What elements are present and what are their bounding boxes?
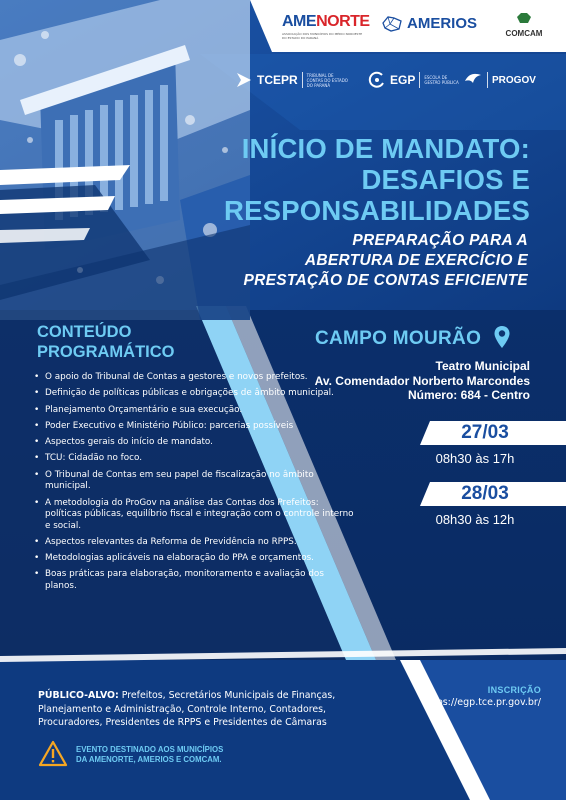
topic-item (24, 453, 354, 465)
amenorte-name-part2: NORTE (316, 13, 370, 30)
event-note (76, 745, 276, 765)
topic-text: Planejamento Orçamentário e sua execução. (45, 404, 243, 415)
topic-item (24, 470, 354, 493)
audience-text: Prefeitos, Secretários Municipais de Finanças, Planejamento e Administração, Controle Interno, Contadores, Procuradores, Presidentes de RPPS e Presidentes de Câmaras (38, 690, 336, 728)
progov-name: PROGOV (492, 74, 536, 86)
bullet-icon: • (34, 497, 40, 508)
tcepr-name: TCEPR (257, 73, 298, 87)
venue-name: Teatro Municipal (435, 359, 530, 373)
amenorte-subtitle: ASSOCIAÇÃO DOS MUNICÍPIOS DO MÉDIO NOROESTE DO ESTADO DO PARANÁ (282, 32, 363, 40)
venue-number: Número: 684 - Centro (407, 388, 530, 402)
program-title (37, 322, 237, 362)
topic-text: Metodologias aplicáveis na elaboração do PPA e orçamentos. (45, 553, 314, 564)
program-title-line-1: CONTEÚDO (37, 323, 132, 341)
progov-separator (487, 72, 488, 88)
subtitle (188, 231, 528, 291)
registration-label: INSCRIÇÃO (487, 685, 541, 695)
topic-list (24, 372, 354, 597)
subtitle-line-3: PRESTAÇÃO DE CONTAS EFICIENTE (243, 272, 528, 289)
main-title-line-2: DESAFIOS E (361, 164, 530, 195)
date-2: 28/03 (461, 483, 509, 504)
topic-text: Aspectos relevantes da Reforma de Previdência no RPPS. (45, 536, 297, 547)
warning-icon (38, 740, 68, 768)
topic-text: Poder Executivo e Ministério Público: parcerias possíveis (45, 420, 294, 431)
tcepr-logo (235, 71, 351, 89)
venue-street: Av. Comendador Norberto Marcondes (314, 373, 530, 388)
registration-url[interactable]: https://egp.tce.pr.gov.br/ (423, 697, 541, 708)
topic-text: O Tribunal de Contas em seu papel de fiscalização no âmbito municipal. (45, 469, 314, 492)
topic-text: TCU: Cidadão no foco. (45, 453, 143, 464)
topic-item (24, 405, 354, 417)
topic-text: Aspectos gerais do início de mandato. (45, 437, 213, 448)
amenorte-name-part1: AME (282, 13, 317, 30)
city-heading (315, 325, 515, 351)
amerios-logo (381, 15, 491, 33)
amerios-map-icon (381, 15, 403, 33)
time-1: 08h30 às 17h (435, 451, 515, 466)
tcepr-subtitle: TRIBUNAL DE CONTAS DO ESTADO DO PARANÁ (306, 72, 348, 88)
amenorte-logo (282, 13, 370, 40)
city-name: CAMPO MOURÃO (315, 328, 482, 349)
bullet-icon: • (34, 388, 40, 399)
main-title (190, 133, 530, 226)
topic-text: Boas práticas para elaboração, monitoramento e avaliação dos planos. (45, 569, 324, 591)
bullet-icon: • (34, 437, 40, 448)
amerios-name: AMERIOS (407, 15, 478, 32)
bullet-icon: • (34, 469, 40, 480)
bullet-icon: • (34, 569, 40, 580)
egp-name: EGP (390, 73, 416, 87)
topic-text: A metodologia do ProGov na análise das Contas dos Prefeitos: políticas públicas, equilíbrio fiscal e integração com o controle interno e social. (45, 497, 354, 531)
topic-text: O apoio do Tribunal de Contas a gestores e novos prefeitos. (45, 372, 308, 382)
main-title-line-3: RESPONSABILIDADES (224, 195, 530, 226)
egp-logo (368, 71, 462, 89)
bullet-icon: • (34, 553, 40, 564)
event-note-line-1: EVENTO DESTINADO AOS MUNICÍPIOS (76, 745, 224, 754)
topic-item (24, 498, 354, 533)
progov-bird-icon (463, 71, 483, 89)
egp-separator (419, 72, 420, 88)
topic-text: Definição de políticas públicas e obrigações de âmbito municipal. (45, 388, 334, 399)
topic-item (24, 569, 354, 592)
audience-label: PÚBLICO-ALVO: (38, 690, 119, 701)
comcam-name: COMCAM (505, 29, 543, 38)
location-pin-icon (493, 325, 511, 349)
topic-item (24, 437, 354, 449)
target-audience (38, 689, 368, 730)
venue-address (270, 359, 530, 403)
event-note-line-2: DA AMENORTE, AMERIOS E COMCAM. (76, 755, 222, 764)
time-2: 08h30 às 12h (435, 512, 515, 527)
comcam-map-icon (515, 11, 533, 25)
subtitle-line-1: PREPARAÇÃO PARA A (352, 232, 528, 249)
date-1: 27/03 (461, 422, 509, 443)
progov-logo (463, 71, 536, 89)
bullet-icon: • (34, 536, 40, 547)
bullet-icon: • (34, 372, 40, 382)
topic-item (24, 553, 354, 565)
topic-item (24, 537, 354, 549)
tcepr-separator (302, 72, 303, 88)
egp-swirl-icon (368, 71, 386, 89)
topic-item (24, 421, 354, 433)
bullet-icon: • (34, 420, 40, 431)
bullet-icon: • (34, 404, 40, 415)
program-title-line-2: PROGRAMÁTICO (37, 343, 175, 361)
comcam-logo (498, 10, 550, 39)
tcepr-arrow-icon (235, 71, 253, 89)
subtitle-line-2: ABERTURA DE EXERCÍCIO E (304, 252, 528, 269)
main-title-line-1: INÍCIO DE MANDATO: (241, 133, 530, 164)
egp-subtitle: ESCOLA DE GESTÃO PÚBLICA (424, 75, 459, 85)
bullet-icon: • (34, 453, 40, 464)
